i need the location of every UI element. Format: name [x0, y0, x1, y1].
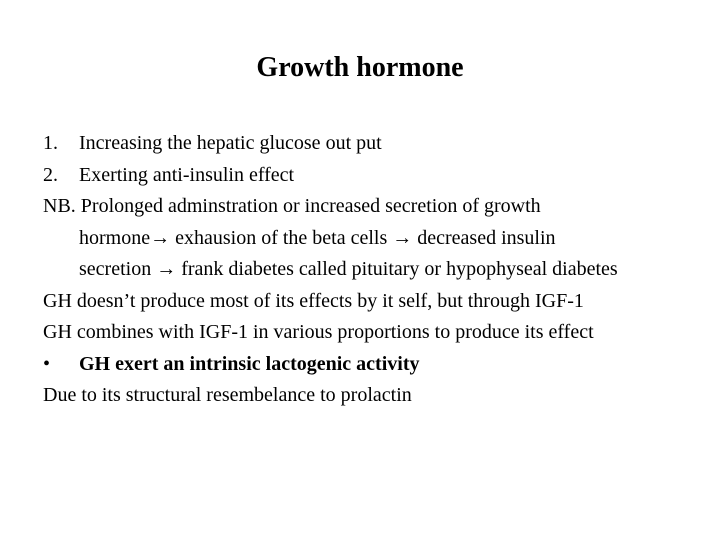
nb-line-3: secretion → frank diabetes called pituitary or hypophyseal diabetes: [79, 258, 618, 280]
numbered-item-2: [43, 160, 703, 192]
gh-line-2: GH combines with IGF-1 in various proportions to produce its effect: [43, 321, 594, 343]
bullet-item: [43, 349, 703, 381]
nb-line-1: NB. Prolonged adminstration or increased secretion of growth: [43, 195, 541, 217]
slide-title: Growth hormone: [256, 52, 464, 83]
item-number: 2.: [43, 163, 58, 186]
slide-body: [43, 128, 703, 412]
gh-line-1: GH doesn’t produce most of its effects by it self, but through IGF-1: [43, 289, 584, 312]
bullet-text: GH exert an intrinsic lactogenic activity: [79, 352, 420, 375]
item-number: 1.: [43, 132, 58, 154]
item-text: Exerting anti-insulin effect: [79, 163, 295, 186]
last-line: Due to its structural resembelance to prolactin: [43, 384, 412, 406]
bullet-icon: •: [43, 352, 51, 375]
numbered-item-1: [43, 128, 703, 160]
item-text: Increasing the hepatic glucose out put: [79, 132, 382, 154]
nb-line-2: hormone→ exhausion of the beta cells → decreased insulin: [79, 226, 556, 249]
